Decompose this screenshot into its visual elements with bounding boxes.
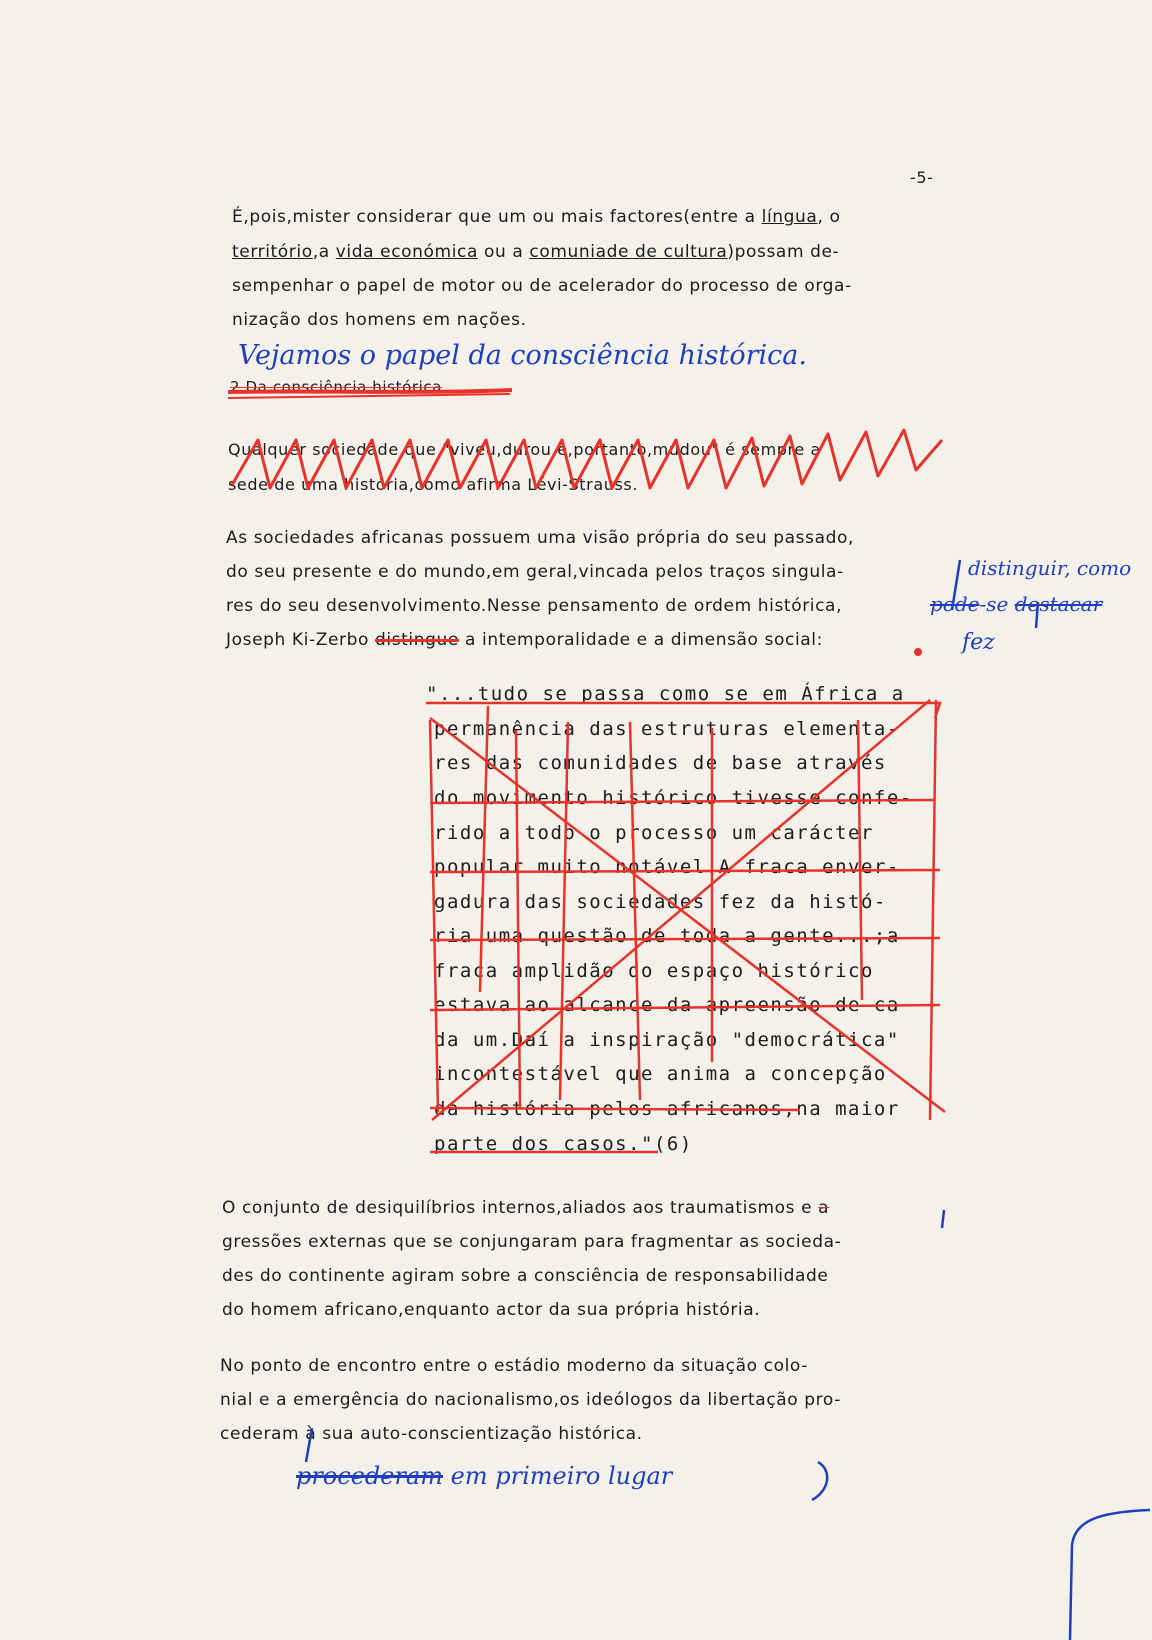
para3-l1-a: O conjunto de desiquilíbrios internos,aliados aos traumatismos e [222,1198,819,1218]
para2-line4 [226,630,823,650]
para1-line1 [232,207,840,227]
para1-l1-a: É,pois,mister considerar que um ou mais factores(entre a [232,207,762,227]
para1-l2-d: ou a [477,242,530,262]
quote-line: permanência das estruturas elementa- [434,718,900,740]
page-number: -5- [910,168,934,187]
bottom-note [296,1462,672,1490]
quote-line: "...tudo se passa como se em África a [426,683,905,705]
quote-line: rido a todo o processo um carácter [434,822,874,844]
para1-line3: sempenhar o papel de motor ou de acelerador do processo de orga- [232,276,852,296]
para1-l2-b: ,a [312,242,336,262]
para3-line2: gressões externas que se conjungaram para fragmentar as socieda- [222,1232,842,1252]
para3-line4: do homem africano,enquanto actor da sua própria história. [222,1300,761,1320]
quote-line: do movimento histórico tivesse confe- [434,787,913,809]
para1-l1-c: , o [817,207,841,227]
para2-l4-a: Joseph Ki-Zerbo [226,630,375,650]
quote-line: da um.Daí a inspiração "democrática" [434,1029,900,1051]
para4-line1: No ponto de encontro entre o estádio moderno da situação colo- [220,1356,808,1376]
margin-note-line1: distinguir, como [968,556,1132,580]
blue-corner-mark [1070,1510,1150,1640]
para1-l2-f: )possam de- [727,242,840,262]
quote-line: incontestável que anima a concepção [434,1063,887,1085]
margin-note-line2 [930,592,1102,616]
quote-line: ria uma questão de toda a gente...;a [434,925,900,947]
para1-l2-cultura: comuniade de cultura [529,242,728,262]
struck-heading: 2.Da consciência histórica [230,378,443,396]
margin-note-line3: fez [962,630,995,655]
bottom-note-struck: procederam [296,1462,444,1490]
quote-line: estava ao alcance da apreensão de ca- [434,994,913,1016]
para3-line1 [222,1198,829,1218]
para2-line3: res do seu desenvolvimento.Nesse pensamento de ordem histórica, [226,596,843,616]
para4-line2: nial e a emergência do nacionalismo,os ideólogos da libertação pro- [220,1390,841,1410]
blue-bottom-bracket [812,1462,827,1500]
para3-line3: des do continente agiram sobre a consciência de responsabilidade [222,1266,829,1286]
quote-line: popular muito notável.A fraca enver- [434,856,900,878]
margin-note-se: -se [979,592,1009,616]
para2-l4-c: a intemporalidade e a dimensão social: [458,630,823,650]
struck-para-line2: sede de uma história,como afirma Lévi-Strauss. [228,475,639,494]
quote-line: da história pelos africanos,na maior [434,1098,900,1120]
para1-l2-vida: vida económica [335,242,478,262]
quote-line: res das comunidades de base através [434,752,887,774]
para1-l1-lingua: língua [761,207,818,227]
quote-line: fraca amplidão do espaço histórico [434,960,874,982]
handwritten-heading: Vejamos o papel da consciência histórica. [238,340,807,371]
para2-line1: As sociedades africanas possuem uma visão própria do seu passado, [226,528,855,548]
blue-margin-tick [942,1210,944,1228]
para2-line2: do seu presente e do mundo,em geral,vincada pelos traços singula- [226,562,844,582]
margin-note-destacar: destacar [1014,592,1103,616]
red-dot [914,648,922,656]
para1-line2 [232,242,839,262]
margin-note-pode: pode [930,592,980,616]
bottom-note-rest: em primeiro lugar [443,1462,673,1490]
quote-line: gadura das sociedades fez da histó- [434,891,887,913]
para2-l4-struck: distingue [375,630,459,650]
quote-line: parte dos casos."(6) [434,1133,693,1155]
para3-l1-b: a [818,1198,830,1218]
para1-l2-territorio: território [232,242,313,262]
para4-line3: cederam à sua auto-conscientização histórica. [220,1424,643,1444]
para1-line4: nização dos homens em nações. [232,310,527,330]
struck-para-line1: Qualquer sociedade que "viveu,durou e,portanto,mudou" é sempre a [228,440,821,459]
